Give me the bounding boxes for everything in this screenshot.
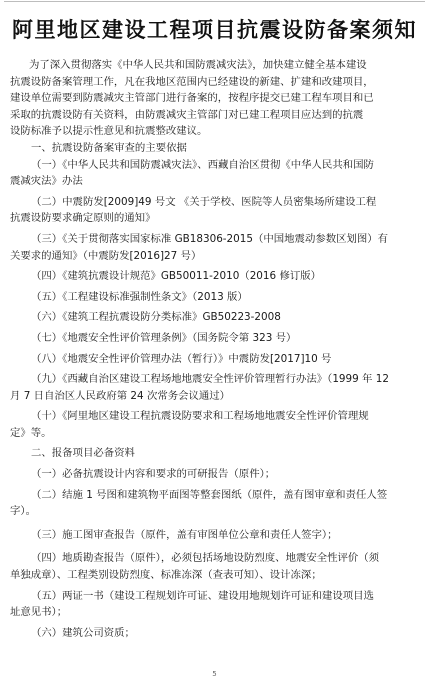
basis-item: （五）《工程建设标准强制性条文》（2013 版） [31,290,248,303]
top-border-line [4,1,425,2]
basis-item [10,157,418,190]
basis-item: （六）《建筑工程抗震设防分类标准》GB50223-2008 [31,311,281,324]
intro-paragraph [10,57,418,140]
intro-line: 设防标准予以提示性意见和抗震整改建议。 [10,125,208,138]
intro-line: 为了深入贯彻落实《中华人民共和国防震减灾法》，加快建立健全基本建设 [29,59,367,71]
item-line: 月 7 日自治区人民政府第 24 次常务会议通过） [10,389,231,402]
material-item [10,550,418,583]
document-body [10,57,418,641]
section-heading-basis: 一、抗震设防备案审查的主要依据 [31,141,187,154]
item-line: （三）《关于贯彻落实国家标准 GB18306-2015（中国地震动参数区划图）有 [31,232,389,245]
basis-item: （四）《建筑抗震设计规范》GB50011-2010（2016 修订版） [31,270,322,283]
material-item: （三）施工图审查报告（原件，盖有审图单位公章和责任人签字）； [31,528,338,541]
item-line: 定》等。 [10,426,52,439]
item-line: 单独成章）、工程类别设防烈度、标准冻深（查表可知）、设计冻深； [10,569,322,582]
item-line: （十）《阿里地区建设工程抗震设防要求和工程场地地震安全性评价管理规 [31,410,369,423]
item-line: 址意见书）； [10,606,68,619]
material-item [10,487,418,520]
item-line: （五）两证一书（建设工程规划许可证、建设用地规划许可证和建设项目选 [31,589,374,602]
basis-item [10,231,418,264]
basis-item [10,408,418,441]
basis-item [10,194,418,227]
page-number: 5 [212,670,217,678]
basis-item: （七）《地震安全性评价管理条例》（国务院令第 323 号） [31,331,297,344]
item-line: （二）中震防发[2009]49 号文 《关于学校、医院等人员密集场所建设工程 [31,195,377,208]
item-line: （二）结施 1 号图和建筑物平面图等整套图纸（原件，盖有图审章和责任人签 [31,488,388,501]
item-line: 震减灾法》办法 [10,175,83,188]
item-line: （一）《中华人民共和国防震减灾法》、西藏自治区贯彻《中华人民共和国防 [31,158,374,171]
basis-item [10,371,418,404]
intro-line: 采取的抗震设防有关资料，由防震减灾主管部门对已建工程项目应达到的抗震 [10,108,364,121]
intro-line: 建设单位需要到防震减灾主管部门进行备案的，按程序提交已建工程车项目和已 [10,92,374,105]
material-item [10,588,418,621]
basis-item: （八）《地震安全性评价管理办法（暂行）》中震防发[2017]10 号 [31,352,332,365]
section-heading-materials: 二、报备项目必备资料 [31,447,135,460]
item-line: 字）。 [10,505,36,518]
material-item: （六）建筑公司资质； [31,626,135,639]
material-item: （一）必备抗震设计内容和要求的可研报告（原件）； [31,468,276,481]
item-line: 抗震设防要求确定原则的通知》 [10,212,156,225]
item-line: （四）地质勘查报告（原件），必须包括场地设防烈度、地震安全性评价（须 [31,552,380,565]
item-line: 关要求的通知》（中震防发[2016]27 号） [10,249,202,262]
intro-line: 抗震设防备案管理工作，凡在我地区范围内已经建设的新建、扩建和改建项目， [10,75,374,88]
document-title: 阿里地区建设工程项目抗震设防备案须知 [12,18,417,42]
item-line: （九）《西藏自治区建设工程场地地震安全性评价管理暂行办法》（1999 年 12 [31,373,389,386]
